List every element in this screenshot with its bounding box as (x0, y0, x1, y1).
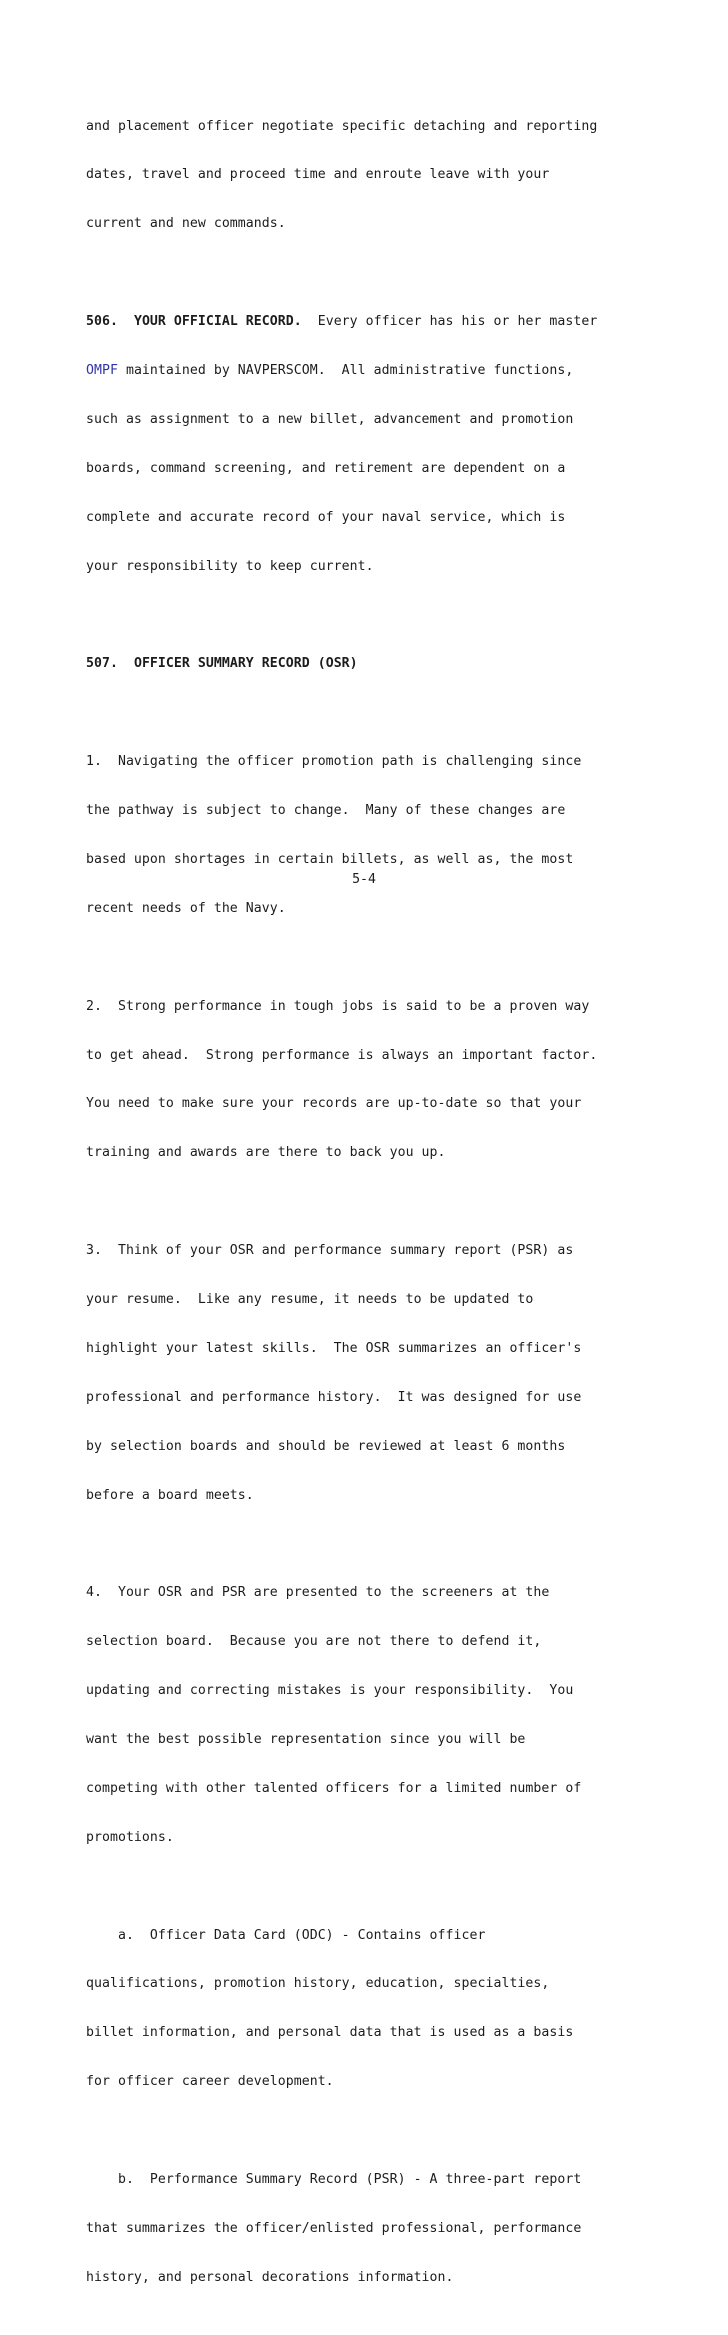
text-line: history, and personal decorations information. (86, 2269, 454, 2285)
text-line: for officer career development. (86, 2074, 334, 2090)
text-line: that summarizes the officer/enlisted professional, performance (86, 2220, 582, 2236)
text-fragment: Every officer has his or her master (301, 314, 598, 330)
text-line: 2. Strong performance in tough jobs is said to be a proven way (86, 998, 590, 1014)
text-line: 1. Navigating the officer promotion path is challenging since (86, 754, 582, 770)
text-line: the pathway is subject to change. Many of these changes are (86, 803, 566, 819)
paragraph-4 (86, 1553, 646, 1879)
text-line: b. Performance Summary Record (PSR) - A three-part report (86, 2172, 582, 2187)
text-line: highlight your latest skills. The OSR summarizes an officer's (86, 1340, 582, 1356)
text-line: billet information, and personal data that is used as a basis (86, 2025, 574, 2041)
page-number: 5-4 (352, 872, 376, 887)
paragraph-continued (86, 86, 646, 265)
text-line: boards, command screening, and retirement are dependent on a (86, 460, 566, 476)
text-line: such as assignment to a new billet, advancement and promotion (86, 411, 574, 427)
text-line: recent needs of the Navy. (86, 900, 286, 916)
section-507-heading-line (86, 656, 646, 672)
paragraph-3 (86, 1210, 646, 1536)
text-line: You need to make sure your records are up-to-date so that your (86, 1096, 582, 1112)
text-line: by selection boards and should be reviewed at least 6 months (86, 1438, 566, 1454)
text-line: competing with other talented officers for a limited number of (86, 1780, 582, 1796)
text-line: selection board. Because you are not there to defend it, (86, 1634, 542, 1650)
page-body (86, 86, 646, 2335)
text-line: promotions. (86, 1829, 174, 1845)
paragraph-1 (86, 722, 646, 950)
subparagraph-a (86, 1895, 646, 2123)
text-line: your resume. Like any resume, it needs to be updated to (86, 1291, 534, 1307)
text-line: 3. Think of your OSR and performance summary report (PSR) as (86, 1243, 574, 1259)
text-line: training and awards are there to back you up. (86, 1145, 446, 1161)
text-line: dates, travel and proceed time and enroute leave with your (86, 167, 550, 183)
section-507-title: OFFICER SUMMARY RECORD (OSR) (133, 656, 358, 672)
text-line: 4. Your OSR and PSR are presented to the screeners at the (86, 1585, 550, 1601)
text-line (86, 363, 646, 379)
subparagraph-b (86, 2139, 646, 2318)
section-507-heading (86, 624, 646, 705)
text-line: based upon shortages in certain billets, as well as, the most (86, 851, 574, 867)
text-line: your responsibility to keep current. (86, 558, 374, 574)
ompf-link[interactable]: OMPF (86, 363, 118, 379)
text-line: qualifications, promotion history, education, specialties, (86, 1976, 550, 1992)
text-line: complete and accurate record of your naval service, which is (86, 509, 566, 525)
text-line: a. Officer Data Card (ODC) - Contains officer (86, 1927, 486, 1943)
text-line: updating and correcting mistakes is your responsibility. You (86, 1683, 574, 1699)
section-506-heading-line (86, 314, 646, 330)
section-507-number: 507. (86, 656, 118, 672)
text-line: current and new commands. (86, 216, 286, 232)
section-506-number: 506. (86, 314, 118, 330)
text-line: and placement officer negotiate specific detaching and reporting (86, 118, 598, 134)
section-506 (86, 282, 646, 608)
paragraph-2 (86, 966, 646, 1194)
text-line: to get ahead. Strong performance is always an important factor. (86, 1047, 598, 1063)
text-fragment: maintained by NAVPERSCOM. All administrative functions, (117, 363, 574, 379)
section-506-title: YOUR OFFICIAL RECORD. (133, 314, 302, 330)
text-line: want the best possible representation since you will be (86, 1731, 526, 1747)
text-line: professional and performance history. It was designed for use (86, 1389, 582, 1405)
text-line: before a board meets. (86, 1487, 254, 1503)
